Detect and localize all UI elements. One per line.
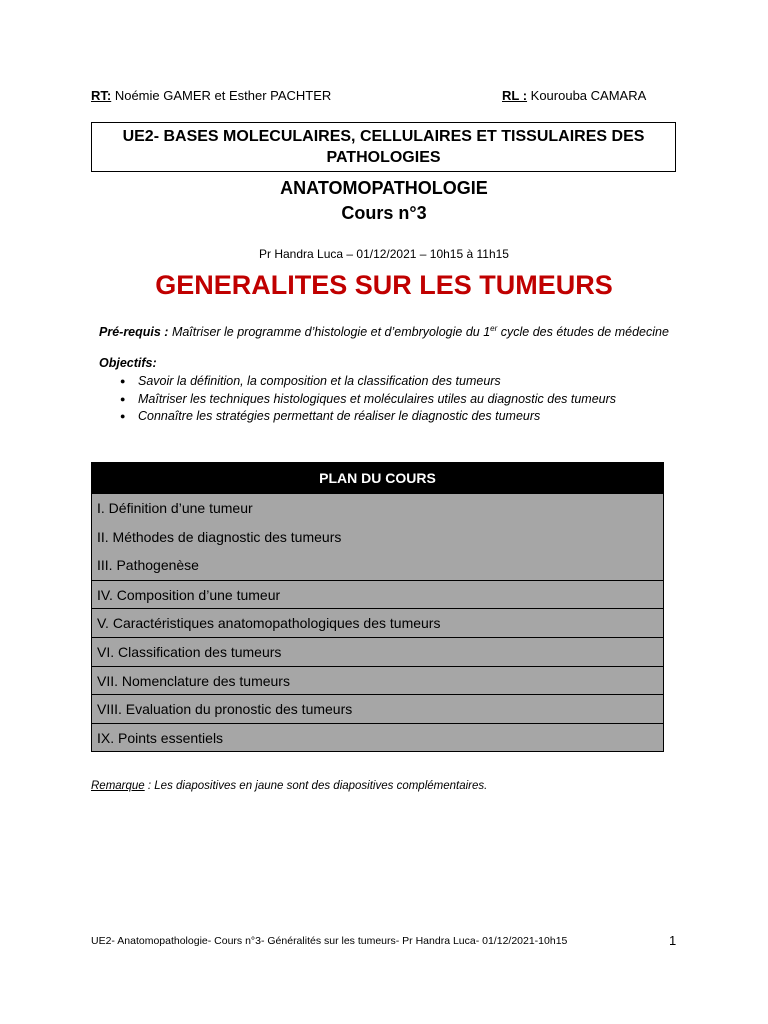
rt-label: RT: [91, 88, 112, 103]
prerequisites-sup: er [490, 324, 498, 333]
plan-item: VI. Classification des tumeurs [92, 637, 663, 666]
rl-label: RL : [502, 88, 528, 103]
objectives-list [118, 373, 648, 426]
objective-item: ● Savoir la définition, la composition et la classification des tumeurs [118, 373, 648, 391]
course-plan [91, 462, 664, 752]
page-footer: UE2- Anatomopathologie- Cours n°3- Généralités sur les tumeurs- Pr Handra Luca- 01/12/2021-10h15 [91, 935, 568, 947]
ue-title-box [91, 122, 676, 172]
page-number: 1 [669, 933, 677, 948]
plan-item: IV. Composition d’une tumeur [92, 580, 663, 609]
prerequisites [99, 320, 684, 341]
objectives-label: Objectifs: [99, 356, 157, 370]
subject-title: ANATOMOPATHOLOGIE [280, 178, 488, 198]
plan-item: VII. Nomenclature des tumeurs [92, 666, 663, 695]
bullet-icon: ● [120, 411, 126, 421]
bullet-icon: ● [120, 376, 126, 386]
plan-item: III. Pathogenèse [97, 557, 199, 574]
plan-header: PLAN DU COURS [91, 462, 664, 494]
rt-value: Noémie GAMER et Esther PACHTER [111, 88, 332, 103]
prerequisites-text-end: cycle des études de médecine [497, 325, 669, 340]
remark [91, 780, 487, 792]
plan-item: VIII. Evaluation du pronostic des tumeurs [92, 694, 663, 723]
bullet-icon: ● [120, 393, 126, 404]
plan-body [91, 494, 664, 752]
professor-line: Pr Handra Luca – 01/12/2021 – 10h15 à 11h15 [259, 247, 509, 261]
objective-item: ● Connaître les stratégies permettant de réaliser le diagnostic des tumeurs [118, 408, 648, 426]
objective-item: ● Maîtriser les techniques histologiques et moléculaires utiles au diagnostic des tumeurs [118, 391, 648, 409]
plan-item: IX. Points essentiels [92, 723, 663, 752]
rl-value: Kourouba CAMARA [527, 88, 647, 103]
plan-item: II. Méthodes de diagnostic des tumeurs [97, 528, 342, 545]
main-title: GENERALITES SUR LES TUMEURS [155, 270, 613, 300]
prerequisites-text: Maîtriser le programme d’histologie et d’embryologie du 1 [168, 325, 491, 340]
plan-item: V. Caractéristiques anatomopathologiques des tumeurs [92, 608, 663, 637]
rt-line [91, 88, 331, 103]
course-number: Cours n°3 [341, 203, 427, 223]
prerequisites-label: Pré-requis : [99, 325, 169, 340]
rl-line [502, 88, 646, 103]
remark-label: Remarque [91, 780, 145, 792]
ue-title: UE2- BASES MOLECULAIRES, CELLULAIRES ET TISSULAIRES DES PATHOLOGIES [122, 128, 645, 166]
plan-item: I. Définition d’une tumeur [97, 500, 253, 516]
remark-text: : Les diapositives en jaune sont des diapositives complémentaires. [144, 780, 488, 792]
